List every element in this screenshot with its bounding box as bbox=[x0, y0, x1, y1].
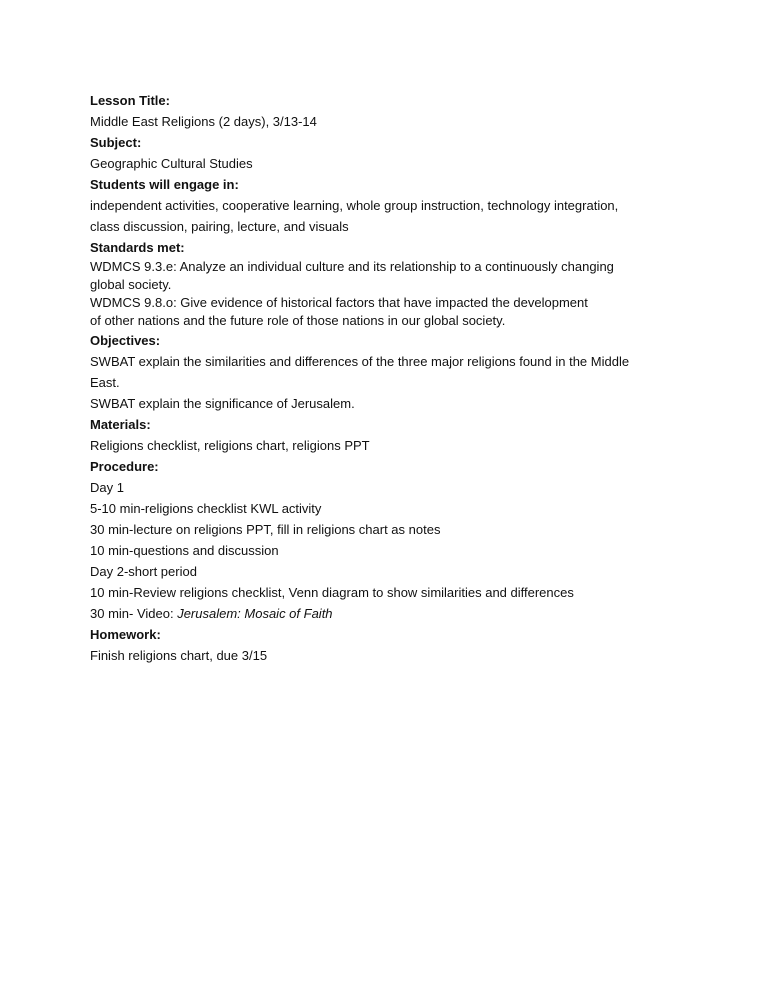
engage-line: independent activities, cooperative learning, whole group instruction, technology integration, bbox=[90, 198, 619, 213]
video-title: Jerusalem: Mosaic of Faith bbox=[177, 606, 333, 621]
procedure-step: 5-10 min-religions checklist KWL activity bbox=[90, 501, 322, 516]
procedure-step: 10 min-questions and discussion bbox=[90, 543, 279, 558]
procedure-step: 30 min-lecture on religions PPT, fill in religions chart as notes bbox=[90, 522, 441, 537]
procedure-step: Day 1 bbox=[90, 480, 124, 495]
engage-line: class discussion, pairing, lecture, and visuals bbox=[90, 219, 349, 234]
procedure-step: 10 min-Review religions checklist, Venn diagram to show similarities and differences bbox=[90, 585, 574, 600]
lesson-plan bbox=[90, 90, 690, 666]
homework-label: Homework: bbox=[90, 627, 161, 642]
subject-label: Subject: bbox=[90, 135, 142, 150]
procedure-step-video bbox=[90, 603, 690, 624]
procedure-step: Day 2-short period bbox=[90, 564, 197, 579]
standard-line: of other nations and the future role of those nations in our global society. bbox=[90, 313, 506, 328]
standard-line: WDMCS 9.3.e: Analyze an individual culture and its relationship to a continuously changing bbox=[90, 259, 614, 274]
homework: Finish religions chart, due 3/15 bbox=[90, 648, 268, 663]
engage-label: Students will engage in: bbox=[90, 177, 239, 192]
video-prefix: 30 min- Video: bbox=[90, 606, 178, 621]
standard-line: WDMCS 9.8.o: Give evidence of historical factors that have impacted the development bbox=[90, 295, 588, 310]
lesson-title: Middle East Religions (2 days), 3/13-14 bbox=[90, 114, 317, 129]
standards-label: Standards met: bbox=[90, 240, 185, 255]
objectives-label: Objectives: bbox=[90, 333, 161, 348]
standard-line: global society. bbox=[90, 277, 172, 292]
materials-label: Materials: bbox=[90, 417, 151, 432]
objective-line: East. bbox=[90, 375, 120, 390]
materials: Religions checklist, religions chart, religions PPT bbox=[90, 438, 370, 453]
objective-line: SWBAT explain the similarities and differences of the three major religions found in the Middle bbox=[90, 354, 630, 369]
subject: Geographic Cultural Studies bbox=[90, 156, 253, 171]
procedure-label: Procedure: bbox=[90, 459, 159, 474]
lesson-title-label: Lesson Title: bbox=[90, 93, 170, 108]
objective-line: SWBAT explain the significance of Jerusalem. bbox=[90, 396, 355, 411]
